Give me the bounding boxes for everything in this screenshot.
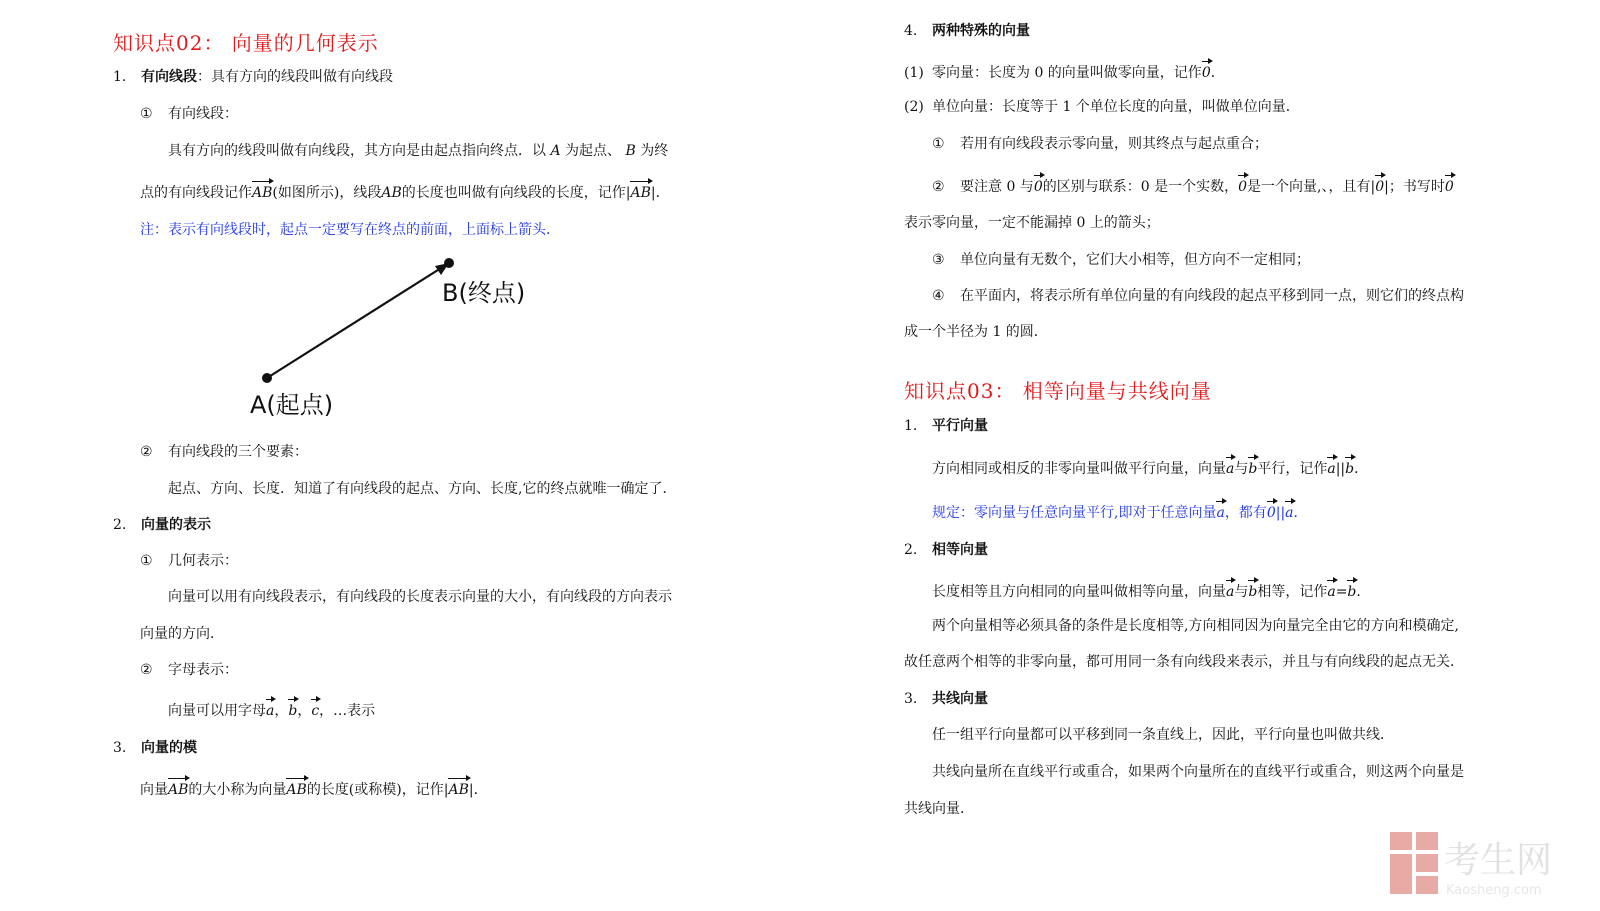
item-text: ：具有方向的线段叫做有向线段 xyxy=(197,69,393,85)
parallel-symbol: || xyxy=(1335,461,1346,477)
vector-ab: AB xyxy=(252,179,272,203)
circled-number: ① xyxy=(932,136,945,152)
zero-vector: 0 xyxy=(1034,173,1043,197)
unit-vector-definition xyxy=(904,97,1300,117)
text-span: ． xyxy=(1354,461,1369,477)
text-span: 为终 xyxy=(640,143,669,159)
start-point-label: A(起点) xyxy=(250,391,334,419)
vector-ab: AB xyxy=(448,776,468,800)
watermark-brand-text: 考生网 xyxy=(1444,840,1553,881)
item-title: 共线向量 xyxy=(932,691,988,707)
text-span: 要注意 0 与 xyxy=(960,179,1034,195)
vector-a: a xyxy=(1226,578,1234,602)
watermark-url-text: Kaosheng.com xyxy=(1446,883,1542,898)
note-1 xyxy=(932,134,1268,154)
sub-item-label: 几何表示： xyxy=(168,553,238,569)
item-number: 1. xyxy=(113,69,127,85)
text-span: 在平面内，将表示所有单位向量的有向线段的起点平移到同一点，则它们的终点构 xyxy=(960,288,1464,304)
item-1-directed-segment xyxy=(113,67,393,87)
sub-item-geometric xyxy=(140,551,238,571)
item-3-vector-modulus xyxy=(113,738,197,758)
segment-line xyxy=(267,263,449,378)
text-span: ， xyxy=(274,703,289,719)
vector-a: a xyxy=(1226,455,1234,479)
zero-vector: 0 xyxy=(1375,173,1384,197)
text-span: 单位向量：长度等于 1 个单位长度的向量，叫做单位向量． xyxy=(932,99,1300,115)
text-span: 的区别与联系：0 是一个实数， xyxy=(1042,179,1239,195)
paragraph-definition xyxy=(168,141,668,161)
end-point-label: B(终点) xyxy=(442,279,526,307)
sub-item-label: 有向线段： xyxy=(168,106,238,122)
vector-b: b xyxy=(288,697,297,721)
item-number: 2. xyxy=(904,542,918,558)
item-number: 2. xyxy=(113,517,127,533)
note-2 xyxy=(932,173,1454,197)
item-number: 1. xyxy=(904,418,918,434)
item-title: 有向线段 xyxy=(141,69,197,85)
item-number: (1) xyxy=(904,65,924,81)
vector-ab: AB xyxy=(168,776,188,800)
directed-segment-diagram xyxy=(250,255,550,430)
zero-vector: 0 xyxy=(1202,59,1211,83)
section-heading-03: 知识点03： 相等向量与共线向量 xyxy=(904,379,1212,403)
sub-item-2 xyxy=(140,442,308,462)
paragraph-collinear-2: 共线向量所在直线平行或重合，如果两个向量所在的直线平行或重合，则这两个向量是 xyxy=(932,764,1464,780)
note-4 xyxy=(932,286,1464,306)
item-number: 3. xyxy=(113,740,127,756)
section-heading-02: 知识点02： 向量的几何表示 xyxy=(113,31,379,55)
item-number: 3. xyxy=(904,691,918,707)
paragraph-modulus xyxy=(140,776,488,800)
paragraph-letter xyxy=(168,697,375,721)
sub-item-letter xyxy=(140,660,238,680)
vector-b: b xyxy=(1248,455,1257,479)
item-1-parallel-vectors xyxy=(904,416,988,436)
text-span: 长度相等且方向相同的向量叫做相等向量，向量 xyxy=(932,584,1226,600)
paragraph-collinear-cont: 共线向量． xyxy=(904,801,974,817)
symbol-a-point: A xyxy=(550,143,561,159)
item-2-vector-representation xyxy=(113,515,211,535)
text-span: (如图所示)，线段 xyxy=(272,185,382,201)
text-span: 的长度(或称模)，记作| xyxy=(306,782,449,798)
text-span: 为起点、 xyxy=(565,143,622,159)
text-span: |． xyxy=(650,185,670,201)
paragraph-notation xyxy=(140,179,670,203)
text-span: ． xyxy=(1356,584,1371,600)
paragraph-geometric-cont: 向量的方向． xyxy=(140,626,224,642)
text-span: 零向量：长度为 0 的向量叫做零向量，记作 xyxy=(932,65,1202,81)
circled-number: ① xyxy=(140,553,153,569)
text-span: 与 xyxy=(1234,584,1249,600)
vector-a: a xyxy=(1327,578,1335,602)
text-span: ． xyxy=(1210,65,1225,81)
item-number: 4. xyxy=(904,23,918,39)
item-title: 平行向量 xyxy=(932,418,988,434)
text-span: |；书写时 xyxy=(1384,179,1445,195)
vector-a: a xyxy=(1216,499,1224,523)
sub-item-label: 字母表示： xyxy=(168,662,238,678)
note-4-cont: 成一个半径为 1 的圆． xyxy=(904,324,1048,340)
text-span: 是一个向量,、，且有| xyxy=(1247,179,1376,195)
text-span: 规定：零向量与任意向量平行,即对于任意向量 xyxy=(932,505,1217,521)
item-4-special-vectors xyxy=(904,21,1030,41)
vector-a: a xyxy=(1327,455,1335,479)
text-span: 若用有向线段表示零向量，则其终点与起点重合； xyxy=(960,136,1268,152)
text-span: 与 xyxy=(1234,461,1249,477)
text-span: 相等，记作 xyxy=(1257,584,1328,600)
text-span: 平行，记作 xyxy=(1257,461,1328,477)
parallel-symbol: || xyxy=(1275,505,1286,521)
item-3-collinear-vectors xyxy=(904,689,988,709)
vector-a: a xyxy=(266,697,274,721)
note-text: 注：表示有向线段时，起点一定要写在终点的前面，上面标上箭头． xyxy=(140,222,560,238)
paragraph-geometric: 向量可以用有向线段表示，有向线段的长度表示向量的大小，有向线段的方向表示 xyxy=(168,589,672,605)
text-span: ，…表示 xyxy=(319,703,376,719)
text-span: ， xyxy=(297,703,312,719)
symbol-b-point: B xyxy=(625,143,636,159)
circled-number: ② xyxy=(932,179,945,195)
circled-number: ② xyxy=(140,444,153,460)
zero-vector-definition xyxy=(904,59,1225,83)
text-span: |． xyxy=(468,782,488,798)
item-number: (2) xyxy=(904,99,924,115)
text-span: 向量 xyxy=(140,782,168,798)
text-span: ． xyxy=(1293,505,1308,521)
vector-c: c xyxy=(311,697,319,721)
circled-number: ① xyxy=(140,106,153,122)
vector-ab: AB xyxy=(286,776,306,800)
text-span: 向量可以用字母 xyxy=(168,703,266,719)
rule-text xyxy=(932,499,1308,523)
zero-vector: 0 xyxy=(1267,499,1276,523)
text-span: 单位向量有无数个，它们大小相等，但方向不一定相同； xyxy=(960,252,1310,268)
item-title: 向量的表示 xyxy=(141,517,211,533)
zero-vector: 0 xyxy=(1238,173,1247,197)
text-span: 的大小称为向量 xyxy=(188,782,287,798)
sub-item-1 xyxy=(140,104,238,124)
sub-item-label: 有向线段的三个要素： xyxy=(168,444,308,460)
text-span: 方向相同或相反的非零向量叫做平行向量，向量 xyxy=(932,461,1226,477)
paragraph-equal-condition: 两个向量相等必须具备的条件是长度相等,方向相同因为向量完全由它的方向和模确定, xyxy=(932,618,1459,634)
text-span: 的长度也叫做有向线段的长度，记作| xyxy=(401,185,631,201)
paragraph-elements: 起点、方向、长度．知道了有向线段的起点、方向、长度,它的终点就唯一确定了． xyxy=(168,481,677,497)
text-span: ，都有 xyxy=(1224,505,1267,521)
vector-b: b xyxy=(1248,578,1257,602)
vector-a: a xyxy=(1285,499,1293,523)
item-title: 向量的模 xyxy=(141,740,197,756)
paragraph-equal-cont: 故任意两个相等的非零向量，都可用同一条有向线段来表示，并且与有向线段的起点无关． xyxy=(904,654,1464,670)
start-point-dot xyxy=(262,373,272,383)
circled-number: ③ xyxy=(932,252,945,268)
end-point-dot xyxy=(444,258,454,268)
equals-symbol: = xyxy=(1335,584,1348,600)
vector-b: b xyxy=(1347,578,1356,602)
segment-ab: AB xyxy=(381,185,402,201)
note-3 xyxy=(932,250,1310,270)
paragraph-equal xyxy=(932,578,1370,602)
item-title: 两种特殊的向量 xyxy=(932,23,1030,39)
kaosheng-logo-icon xyxy=(1390,832,1438,894)
item-2-equal-vectors xyxy=(904,540,988,560)
text-span: 具有方向的线段叫做有向线段，其方向是由起点指向终点．以 xyxy=(168,143,546,159)
circled-number: ② xyxy=(140,662,153,678)
vector-b: b xyxy=(1345,455,1354,479)
kaosheng-watermark xyxy=(1388,828,1588,900)
vector-ab: AB xyxy=(630,179,650,203)
circled-number: ④ xyxy=(932,288,945,304)
paragraph-parallel xyxy=(932,455,1368,479)
note-2-cont: 表示零向量，一定不能漏掉 0 上的箭头； xyxy=(904,215,1160,231)
paragraph-collinear-1: 任一组平行向量都可以平移到同一条直线上，因此，平行向量也叫做共线． xyxy=(932,727,1394,743)
item-title: 相等向量 xyxy=(932,542,988,558)
text-span: 点的有向线段记作 xyxy=(140,185,252,201)
zero-vector: 0 xyxy=(1445,173,1454,197)
